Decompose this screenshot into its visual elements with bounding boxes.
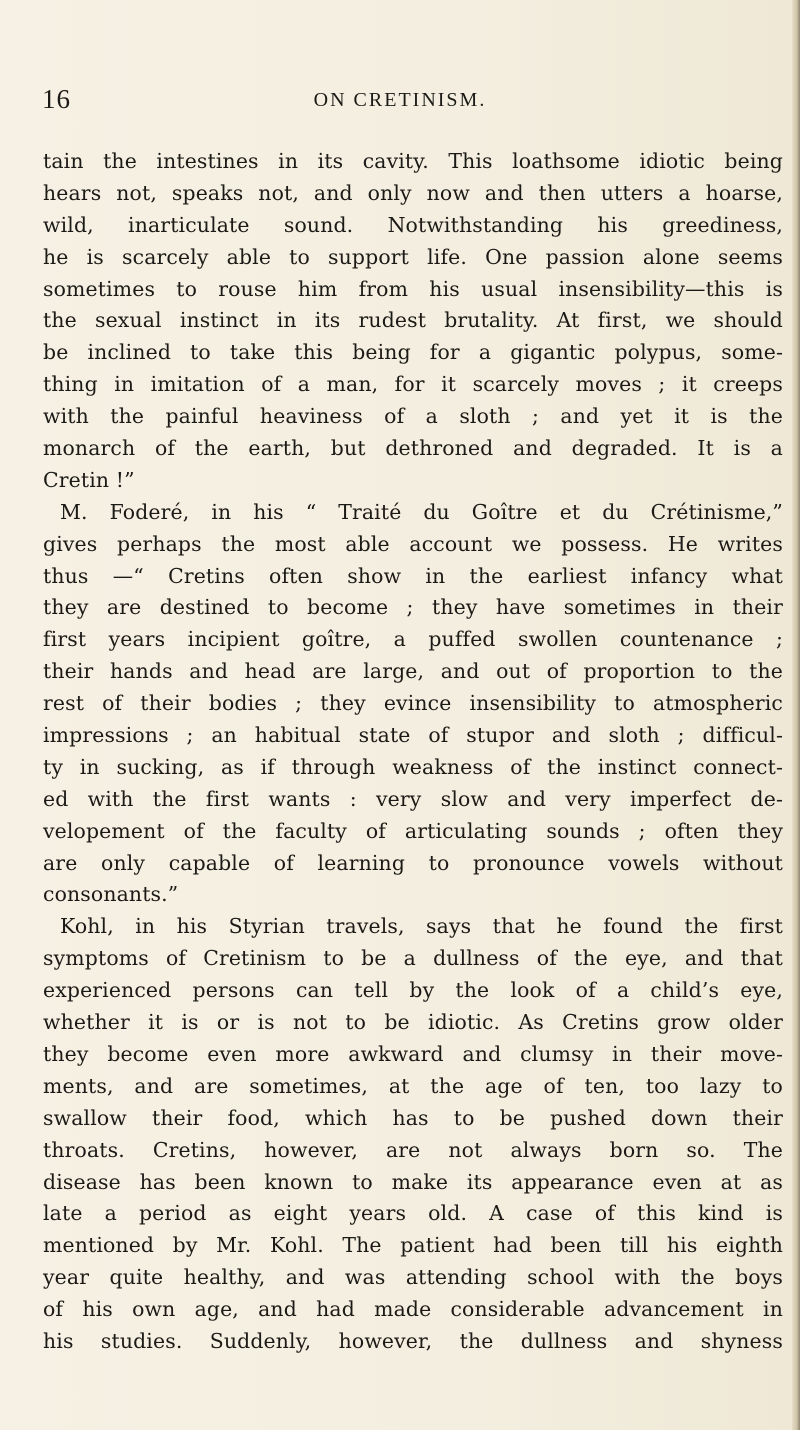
text-line: disease has been known to make its appearance even at as (43, 1169, 783, 1194)
text-line: ty in sucking, as if through weakness of the instinct connect- (43, 754, 783, 779)
text-line: monarch of the earth, but dethroned and degraded. It is a (43, 436, 783, 461)
page-header (0, 84, 800, 114)
text-line: his studies. Suddenly, however, the dullness and shyness (43, 1328, 783, 1353)
text-line: are only capable of learning to pronounce vowels without (43, 850, 783, 875)
page-edge (792, 0, 800, 1430)
text-line: their hands and head are large, and out of proportion to the (43, 659, 783, 684)
text-line: they are destined to become ; they have sometimes in their (43, 595, 783, 620)
text-line: thus —“ Cretins often show in the earliest infancy what (43, 563, 783, 588)
text-line: be inclined to take this being for a gigantic polypus, some- (43, 340, 783, 365)
text-line: gives perhaps the most able account we possess. He writes (43, 531, 783, 556)
text-line: Cretin !” (43, 467, 135, 492)
text-line: ments, and are sometimes, at the age of ten, too lazy to (43, 1073, 783, 1098)
text-line: they become even more awkward and clumsy in their move- (43, 1041, 783, 1066)
text-line: year quite healthy, and was attending school with the boys (43, 1265, 783, 1290)
text-line: M. Foderé, in his “ Traité du Goître et du Crétinisme,” (60, 499, 783, 524)
text-line: velopement of the faculty of articulating sounds ; often they (43, 818, 783, 843)
text-line: of his own age, and had made considerable advancement in (43, 1297, 783, 1322)
text-line: swallow their food, which has to be pushed down their (43, 1105, 783, 1130)
text-line: ed with the first wants : very slow and very imperfect de- (43, 786, 783, 811)
text-line: rest of their bodies ; they evince insensibility to atmospheric (43, 691, 783, 716)
text-line: mentioned by Mr. Kohl. The patient had been till his eighth (43, 1233, 783, 1258)
running-title: ON CRETINISM. (313, 89, 487, 111)
text-line: with the painful heaviness of a sloth ; and yet it is the (43, 404, 783, 429)
text-line: tain the intestines in its cavity. This loathsome idiotic being (43, 149, 783, 173)
text-line: symptoms of Cretinism to be a dullness of the eye, and that (43, 946, 783, 971)
text-line: whether it is or is not to be idiotic. As Cretins grow older (43, 1010, 783, 1035)
text-line: the sexual instinct in its rudest brutality. At first, we should (43, 308, 783, 333)
body-text (43, 146, 783, 1358)
text-line: late a period as eight years old. A case of this kind is (43, 1201, 783, 1226)
text-line: wild, inarticulate sound. Notwithstanding his greediness, (43, 212, 783, 237)
text-line: throats. Cretins, however, are not always born so. The (43, 1137, 783, 1162)
text-line: experienced persons can tell by the look of a child’s eye, (43, 978, 783, 1003)
text-line: hears not, speaks not, and only now and then utters a hoarse, (43, 180, 783, 205)
text-line: consonants.” (43, 882, 179, 907)
text-line: Kohl, in his Styrian travels, says that he found the first (60, 914, 783, 939)
text-line: first years incipient goître, a puffed swollen countenance ; (43, 627, 783, 652)
text-line: thing in imitation of a man, for it scarcely moves ; it creeps (43, 372, 783, 397)
page-number: 16 (42, 84, 71, 114)
text-line: impressions ; an habitual state of stupor and sloth ; difficul- (43, 723, 783, 748)
text-line: sometimes to rouse him from his usual insensibility—this is (43, 276, 783, 301)
text-line: he is scarcely able to support life. One passion alone seems (43, 244, 783, 269)
